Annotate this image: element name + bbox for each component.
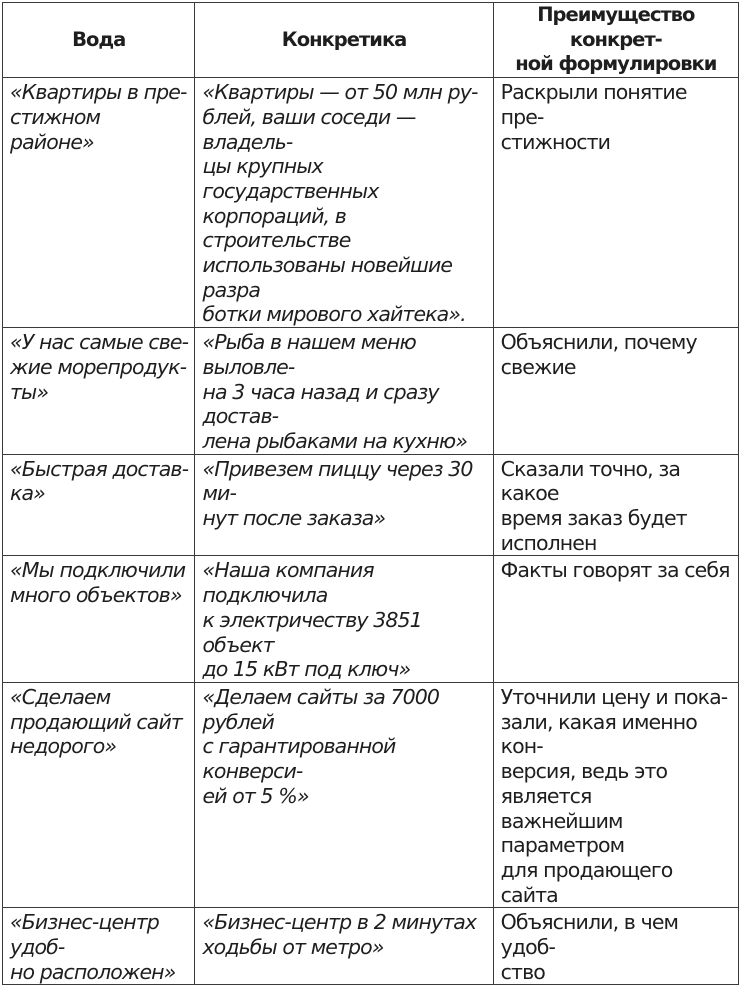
cell-water: «Бизнес-центр удоб- но расположен»	[3, 908, 195, 985]
cell-water: «Сделаем продающий сайт недорого»	[3, 682, 195, 907]
table-row	[3, 908, 739, 985]
cell-concrete: «Квартиры — от 50 млн ру- блей, ваши соседи — владель- цы крупных государственных корпораций, в строительстве использованы новейшие разра ботки мирового хайтека».	[195, 78, 493, 328]
header-row	[3, 3, 739, 78]
cell-water: «У нас самые све- жие морепродук- ты»	[3, 328, 195, 455]
cell-water: «Быстрая достав- ка»	[3, 454, 195, 556]
header-advantage: Преимущество конкрет- ной формулировки	[493, 3, 738, 78]
table-row	[3, 328, 739, 455]
table-row	[3, 556, 739, 683]
cell-water: «Квартиры в пре- стижном районе»	[3, 78, 195, 328]
cell-concrete: «Делаем сайты за 7000 рублей с гарантированной конверси- ей от 5 %»	[195, 682, 493, 907]
header-water: Вода	[3, 3, 195, 78]
cell-concrete: «Наша компания подключила к электричеству 3851 объект до 15 кВт под ключ»	[195, 556, 493, 683]
cell-concrete: «Бизнес-центр в 2 минутах ходьбы от метро»	[195, 908, 493, 985]
cell-advantage: Раскрыли понятие пре- стижности	[493, 78, 738, 328]
cell-advantage: Объяснили, почему свежие	[493, 328, 738, 455]
cell-advantage: Уточнили цену и пока- зали, какая именно кон- версия, ведь это является важнейшим параметром для продающего сайта	[493, 682, 738, 907]
table-row	[3, 454, 739, 556]
cell-concrete: «Рыба в нашем меню выловле- на 3 часа назад и сразу достав- лена рыбаками на кухню»	[195, 328, 493, 455]
cell-concrete: «Привезем пиццу через 30 ми- нут после заказа»	[195, 454, 493, 556]
table-row	[3, 78, 739, 328]
comparison-table	[2, 2, 739, 985]
cell-advantage: Сказали точно, за какое время заказ будет исполнен	[493, 454, 738, 556]
cell-advantage: Факты говорят за себя	[493, 556, 738, 683]
cell-water: «Мы подключили много объектов»	[3, 556, 195, 683]
table-row	[3, 682, 739, 907]
cell-advantage: Объяснили, в чем удоб- ство	[493, 908, 738, 985]
header-concrete: Конкретика	[195, 3, 493, 78]
